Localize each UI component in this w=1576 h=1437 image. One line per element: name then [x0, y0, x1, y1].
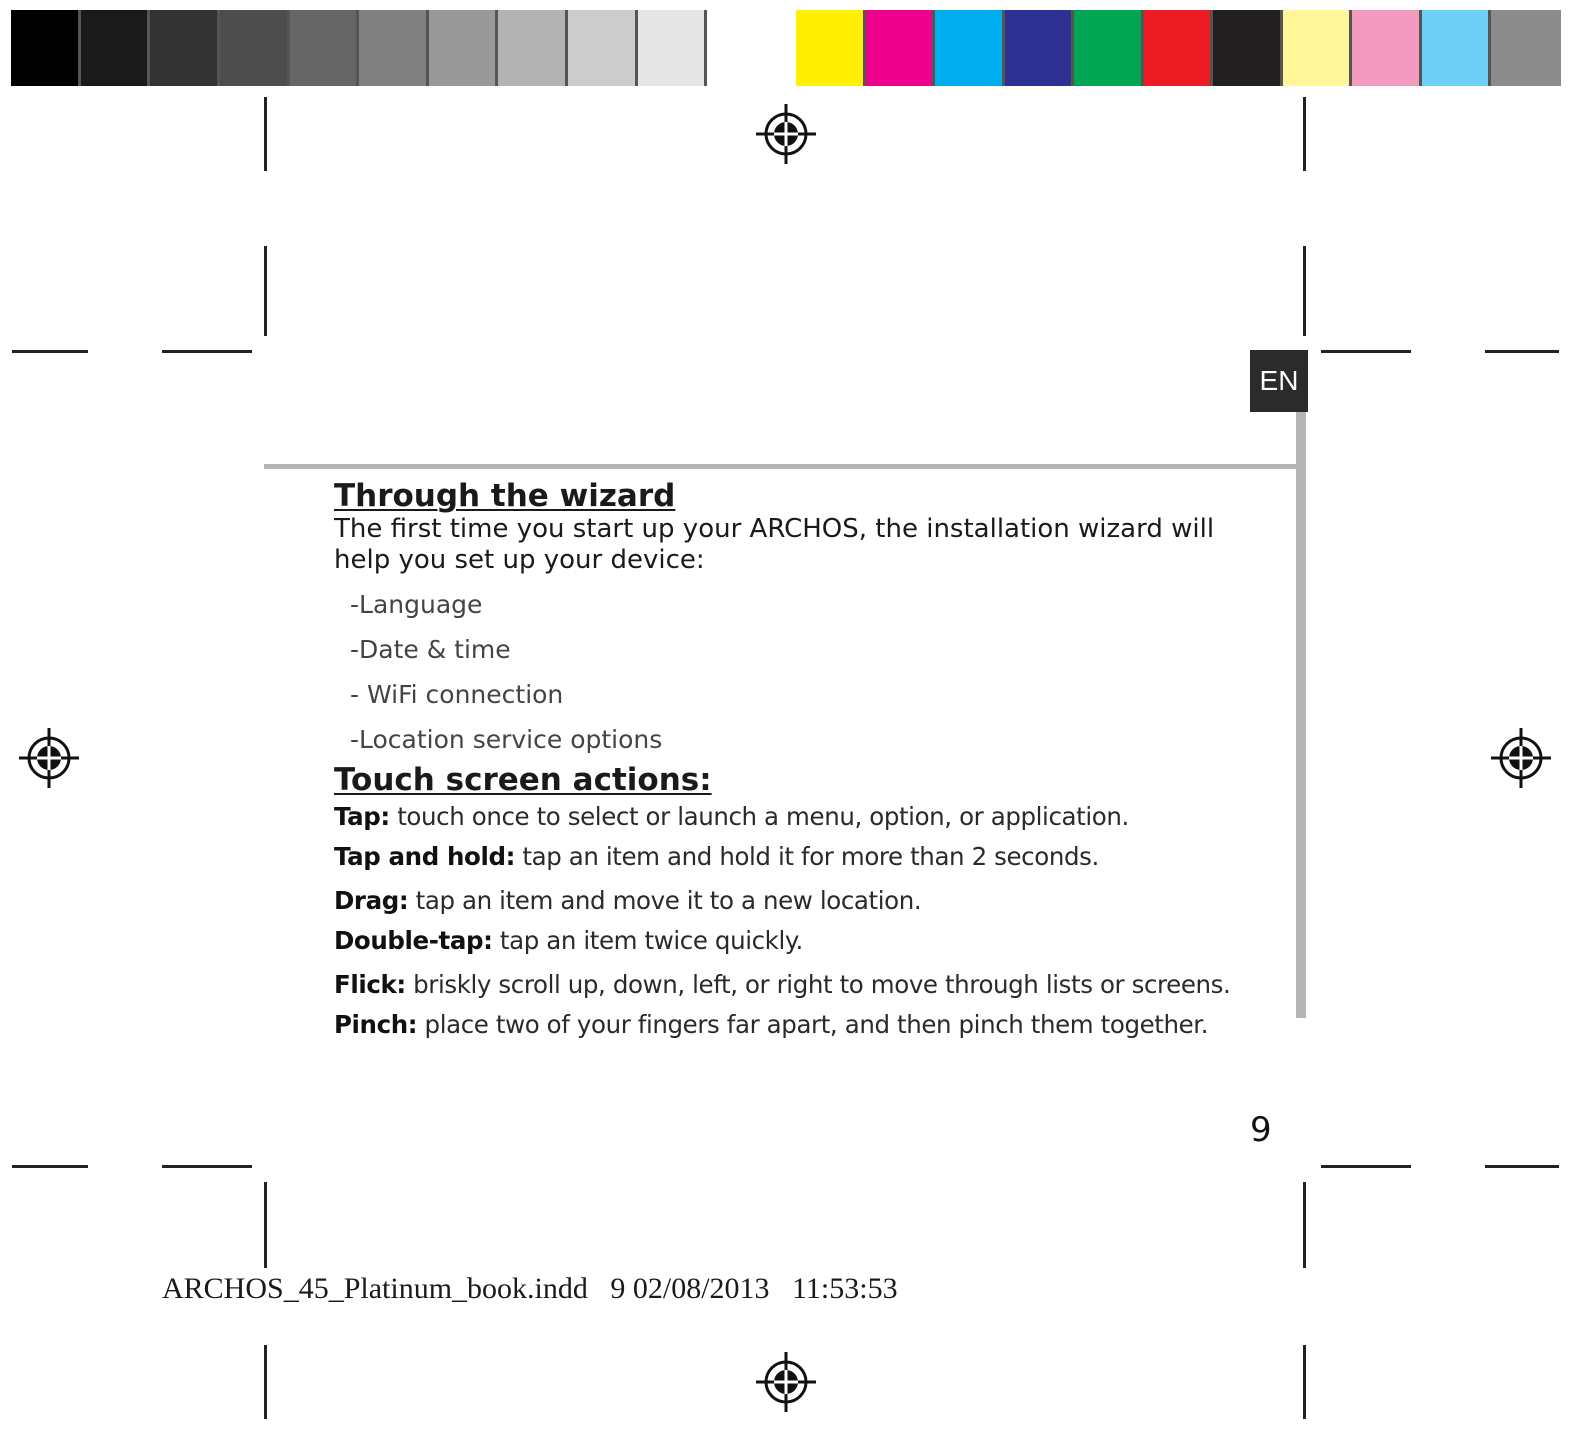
crop-mark — [1485, 350, 1559, 353]
color-swatch — [1074, 10, 1144, 86]
wizard-heading: Through the wizard — [334, 478, 676, 514]
section-rule — [264, 464, 1302, 469]
wizard-step: -Location service options — [350, 725, 663, 754]
color-swatch — [290, 10, 360, 86]
color-swatch — [1283, 10, 1353, 86]
touch-action-item — [334, 970, 1230, 999]
color-swatch — [150, 10, 220, 86]
crop-mark — [12, 350, 88, 353]
action-term: Drag: — [334, 886, 409, 915]
color-swatch — [498, 10, 568, 86]
action-term: Flick: — [334, 970, 406, 999]
color-swatch — [1144, 10, 1214, 86]
crop-mark — [1303, 1345, 1306, 1419]
registration-mark-icon — [754, 102, 818, 166]
crop-mark — [1303, 97, 1306, 171]
color-swatch — [796, 10, 866, 86]
color-swatch — [1491, 10, 1561, 86]
color-swatch — [866, 10, 936, 86]
crop-mark — [264, 1345, 267, 1419]
color-calibration-bar — [796, 10, 1561, 86]
color-swatch — [638, 10, 708, 86]
color-swatch — [429, 10, 499, 86]
action-term: Tap: — [334, 802, 390, 831]
action-description: tap an item twice quickly. — [492, 926, 803, 955]
action-description: briskly scroll up, down, left, or right to move through lists or screens. — [405, 970, 1231, 999]
grayscale-calibration-bar — [11, 10, 777, 86]
crop-mark — [1303, 246, 1306, 336]
wizard-step: -Date & time — [350, 635, 511, 664]
wizard-intro: The first time you start up your ARCHOS, the installation wizard will help you set up your device: — [334, 514, 1215, 575]
touch-actions-heading: Touch screen actions: — [334, 762, 712, 798]
color-swatch — [1422, 10, 1492, 86]
color-swatch — [568, 10, 638, 86]
color-swatch — [81, 10, 151, 86]
side-rule — [1296, 412, 1306, 1018]
touch-action-item — [334, 802, 1129, 831]
action-description: place two of your fingers far apart, and then pinch them together. — [417, 1010, 1209, 1039]
crop-mark — [264, 1182, 267, 1268]
print-slug: ARCHOS_45_Platinum_book.indd 9 02/08/2013 11:53:53 — [162, 1272, 898, 1305]
crop-mark — [162, 350, 252, 353]
color-swatch — [707, 10, 777, 86]
action-term: Tap and hold: — [334, 842, 516, 871]
wizard-step: -Language — [350, 590, 483, 619]
wizard-step: - WiFi connection — [350, 680, 564, 709]
crop-mark — [264, 246, 267, 336]
crop-mark — [1321, 350, 1411, 353]
touch-action-item — [334, 842, 1099, 871]
crop-mark — [162, 1165, 252, 1168]
color-swatch — [1213, 10, 1283, 86]
touch-action-item — [334, 886, 921, 915]
crop-mark — [1485, 1165, 1559, 1168]
language-tab: EN — [1250, 350, 1308, 412]
touch-action-item — [334, 926, 803, 955]
crop-mark — [1321, 1165, 1411, 1168]
color-swatch — [11, 10, 81, 86]
crop-mark — [12, 1165, 88, 1168]
registration-mark-icon — [754, 1350, 818, 1414]
touch-action-item — [334, 1010, 1208, 1039]
crop-mark — [264, 97, 267, 171]
action-description: tap an item and hold it for more than 2 seconds. — [515, 842, 1099, 871]
action-description: touch once to select or launch a menu, option, or application. — [389, 802, 1129, 831]
registration-mark-icon — [1489, 726, 1553, 790]
registration-mark-icon — [17, 726, 81, 790]
color-swatch — [220, 10, 290, 86]
action-term: Double-tap: — [334, 926, 493, 955]
action-term: Pinch: — [334, 1010, 418, 1039]
color-swatch — [935, 10, 1005, 86]
color-swatch — [1352, 10, 1422, 86]
page-number: 9 — [1250, 1110, 1272, 1150]
action-description: tap an item and move it to a new location. — [408, 886, 922, 915]
color-swatch — [1005, 10, 1075, 86]
color-swatch — [359, 10, 429, 86]
crop-mark — [1303, 1182, 1306, 1268]
